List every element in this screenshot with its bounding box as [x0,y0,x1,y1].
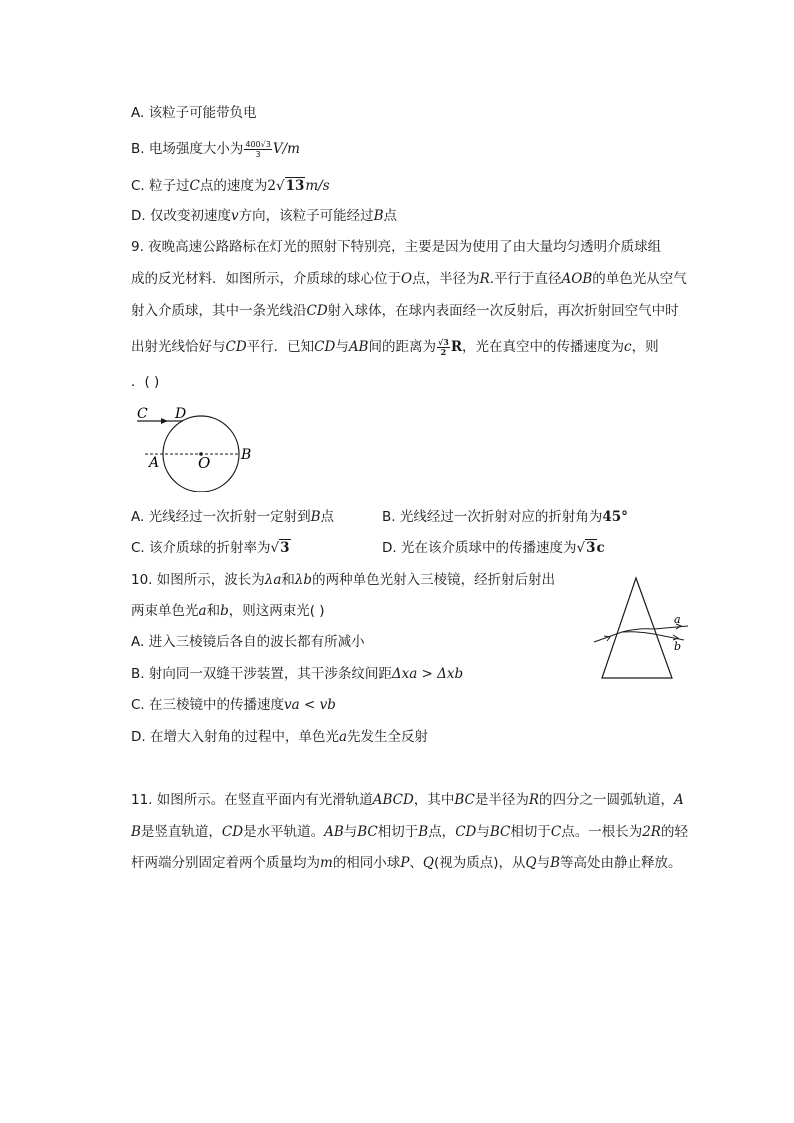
q8-option-d [131,206,397,226]
math-symbol: CD [314,339,336,355]
q8-option-b-fraction [244,140,271,159]
q11-stem-line-1 [131,790,684,810]
math-symbol: BC [454,792,475,808]
math-number: 2 [267,178,276,194]
math-symbol: C [550,824,562,840]
math-symbol: b [220,603,229,619]
math-symbol: a [198,603,207,619]
q9-stem-line-2 [131,269,687,289]
text: 与 [476,824,490,840]
math-symbol: R [450,339,463,355]
text: 两束单色光 [131,603,199,619]
q8-option-c-unit: m/s [305,178,330,194]
text: 10. 如图所示，波长为 [131,572,265,588]
math-symbol: B [550,855,561,871]
sqrt-icon: √ [275,178,285,194]
text: 等高处由静止释放。 [560,855,682,871]
math-symbol: P [400,855,410,871]
text: 成的反光材料．如图所示，介质球的球心位于 [131,271,401,287]
math-symbol: CD [306,303,328,319]
q9-stem-text: 9. 夜晚高速公路路标在灯光的照射下特别亮，主要是因为使用了由大量均匀透明介质球组 [131,239,662,255]
text: 射入球体，在球内表面经一次反射后，再次折射回空气中时 [327,303,679,319]
q9-stem-line-4 [131,337,659,357]
q8-option-b [131,139,300,159]
label-d: D [175,406,187,422]
text: ，则这两束光( ) [228,603,325,619]
math-symbol: R [528,792,540,808]
text: 平行．已知 [246,339,315,355]
q8-option-d-text: D. 仅改变初速度 [131,208,231,224]
text: 11. 如图所示。在竖直平面内有光滑轨道 [131,792,373,808]
fraction-numerator: 400√3 [245,139,271,149]
label-b: b [674,640,682,653]
math-symbol: a [338,729,348,745]
math-symbol: λb [294,572,313,588]
text: 的轻 [660,824,688,840]
q8-option-c [131,176,330,196]
q10-option-c [131,695,336,715]
fraction-denominator: 2 [440,346,447,357]
text: 与 [343,824,358,840]
text: B. 光线经过一次折射对应的折射角为 [382,509,603,525]
math-symbol: A [674,792,684,808]
text: 与 [536,855,551,871]
text: B. 射向同一双缝干涉装置，其干涉条纹间距 [131,666,392,682]
math-symbol: AB [324,824,344,840]
q9-option-a [131,507,334,527]
q9-answer-bracket [131,372,159,392]
text: 的单色光从空气 [592,271,687,287]
text: D. 光在该介质球中的传播速度为 [382,540,577,556]
text: 相切于 [510,824,551,840]
text: 和 [281,572,295,588]
sqrt-radicand: 3 [586,540,596,556]
text: 点 [320,509,335,525]
math-symbol: CD [225,339,247,355]
label-a: a [674,613,681,626]
text: 点，半径为 [412,271,480,287]
math-symbol: CD [221,824,244,840]
math-symbol: c [596,540,605,556]
sqrt-radicand: 3 [280,540,290,556]
math-symbol: AOB [561,271,593,287]
q8-option-d-text-mid: 方向，该粒子可能经过 [238,208,374,224]
arrow-right-icon [161,418,168,424]
math-symbol: BC [489,824,511,840]
math-symbol: Q [422,855,434,871]
label-a: A [149,455,160,471]
fraction-numerator: √3 [437,336,449,347]
q9-sphere-diagram [135,402,265,492]
text: 和 [206,603,221,619]
math-symbol: v [230,208,239,224]
label-o: O [198,454,211,472]
q9-option-b [382,507,628,527]
text: 与 [335,339,349,355]
text: 的四分之一圆弧轨道， [539,792,675,808]
math-symbol: CD [455,824,477,840]
q8-option-b-unit: V/m [272,141,300,157]
text: A. 进入三棱镜后各自的波长都有所减小 [131,634,365,650]
refracted-ray-b [622,632,654,634]
sqrt-icon: √ [270,540,280,556]
math-expression: va < vb [284,697,336,713]
sqrt-icon: √ [576,540,586,556]
math-symbol: O [401,271,413,287]
math-symbol: BC [357,824,378,840]
text: 是半径为 [474,792,529,808]
math-symbol: m [320,855,333,871]
q8-option-a [131,103,257,123]
text: 杆两端分别固定着两个质量均为 [131,855,320,871]
math-symbol: 2R [642,824,661,840]
q8-option-c-text-mid: 点的速度为 [199,178,268,194]
math-symbol: λa [264,572,282,588]
q10-stem-line-2 [131,601,325,621]
q11-stem-line-2 [131,822,688,842]
q9-stem-line-1 [131,237,661,257]
q8-option-c-text: C. 粒子过 [131,178,190,194]
text: 相切于 [377,824,419,840]
q10-option-a [131,632,365,652]
text: ，其中 [413,792,455,808]
math-symbol: B [418,824,429,840]
q9-option-d [382,538,605,558]
math-symbol: c [624,339,632,355]
q10-prism-diagram [592,574,702,684]
text: 点， [428,824,456,840]
q10-option-d [131,727,428,747]
label-c: C [137,406,148,422]
math-symbol: Q [525,855,537,871]
text: (视为质点)，从 [433,855,526,871]
math-symbol: B [310,509,321,525]
math-expression: Δxa > Δxb [391,666,464,682]
math-value: 45° [602,509,628,525]
text: 间的距离为 [368,339,436,355]
math-symbol: B [131,824,141,840]
text: 点。一根长为 [561,824,643,840]
text: 是水平轨道。 [243,824,325,840]
text: D. 在增大入射角的过程中，单色光 [131,729,339,745]
text: C. 在三棱镜中的传播速度 [131,697,285,713]
sqrt-radicand: 13 [285,178,305,194]
q9-distance-fraction [437,338,450,357]
text: .平行于直径 [489,271,562,287]
text: 的相同小球 [332,855,401,871]
math-symbol: B [373,208,384,224]
q8-option-b-text: B. 电场强度大小为 [131,141,244,157]
text: ，则 [631,339,659,355]
q9-option-c [131,538,291,558]
q8-option-a-text: A. 该粒子可能带负电 [131,105,257,121]
exit-ray-a [654,626,688,629]
math-symbol: ABCD [372,792,414,808]
math-symbol: R [479,271,490,287]
q10-stem-line-1 [131,570,555,590]
text: 出射光线恰好与 [131,339,226,355]
math-symbol: AB [348,339,369,355]
q8-option-d-text-end: 点 [383,208,398,224]
text: 射入介质球，其中一条光线沿 [131,303,307,319]
q11-stem-line-3 [131,853,682,873]
text: C. 该介质球的折射率为 [131,540,271,556]
text: 是竖直轨道， [140,824,222,840]
text: A. 光线经过一次折射一定射到 [131,509,311,525]
label-b: B [241,447,252,463]
q9-stem-line-3 [131,301,679,321]
text: 、 [409,855,423,871]
text: ．( ) [131,374,160,390]
q10-option-b [131,664,463,684]
math-symbol: C [189,178,200,194]
text: 先发生全反射 [347,729,429,745]
text: ，光在真空中的传播速度为 [462,339,625,355]
fraction-denominator: 3 [255,149,261,159]
text: 的两种单色光射入三棱镜，经折射后射出 [312,572,556,588]
